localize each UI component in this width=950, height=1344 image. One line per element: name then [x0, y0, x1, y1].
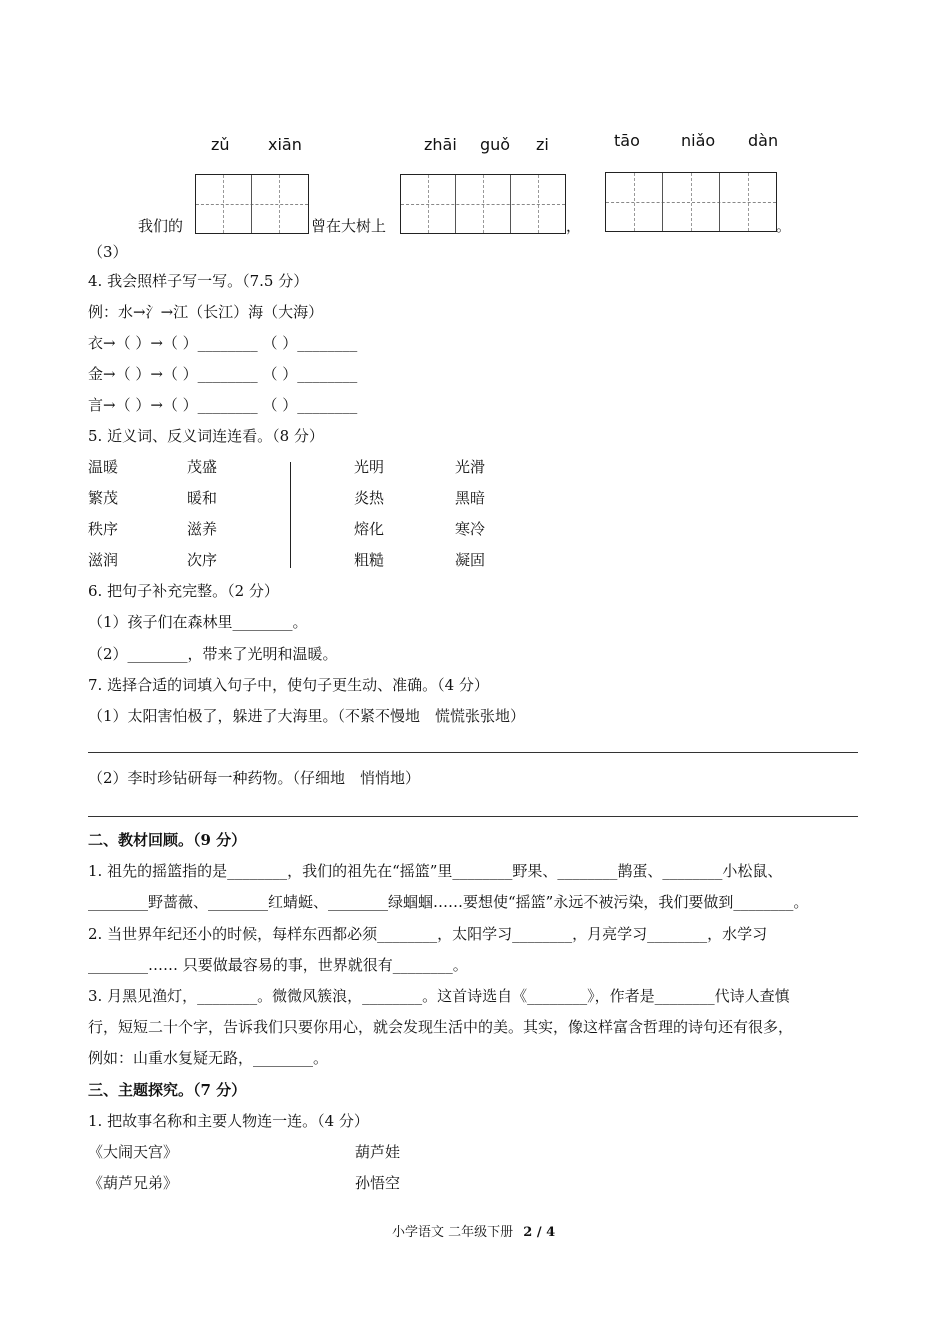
q5-right-b-2: 黑暗	[455, 489, 486, 507]
q5-left-b-1: 茂盛	[187, 458, 218, 476]
pinyin-guo: guǒ	[480, 135, 511, 154]
character-name-2: 孙悟空	[355, 1174, 401, 1192]
section-2-title: 二、教材回顾。（9 分）	[88, 831, 247, 849]
story-name-2: 《葫芦兄弟》	[88, 1174, 179, 1192]
q7-sentence-1: （1）太阳害怕极了，躲进了大海里。（不紧不慢地 慌慌张张地）	[88, 707, 526, 725]
character-name-1: 葫芦娃	[355, 1143, 401, 1161]
q7-answer-line-2[interactable]	[88, 816, 858, 817]
q7-title: 7. 选择合适的词填入句子中，使句子更生动、准确。（4 分）	[88, 676, 489, 694]
q5-right-a-1: 光明	[354, 458, 385, 476]
q3-number: （3）	[88, 243, 128, 261]
sec2-p3-line-3: 例如：山重水复疑无路，________。	[88, 1049, 329, 1067]
pinyin-zi: zi	[536, 135, 549, 154]
q6-sentence-1: （1）孩子们在森林里________。	[88, 613, 308, 631]
q3-prefix: 我们的	[138, 217, 184, 235]
q5-right-b-4: 凝固	[455, 551, 486, 569]
q5-left-a-3: 秩序	[88, 520, 119, 538]
pinyin-dan: dàn	[748, 131, 779, 150]
q3-period: 。	[776, 217, 792, 235]
q4-title: 4. 我会照样子写一写。（7.5 分）	[88, 272, 309, 290]
sec2-p2-line-1: 2. 当世界年纪还小的时候，每样东西都必须________，太阳学习________，月亮学习________，水学习	[88, 925, 768, 943]
q5-right-a-2: 炎热	[354, 489, 385, 507]
q4-example: 例：水→氵→江（长江）海（大海）	[88, 303, 324, 321]
q5-left-b-2: 暖和	[187, 489, 218, 507]
q4-row-jin: 金→（ ）→（ ）________ （ ）________	[88, 365, 358, 383]
q5-left-b-3: 滋养	[187, 520, 218, 538]
pinyin-xian: xiān	[268, 135, 302, 154]
page-number: 2 / 4	[523, 1225, 556, 1240]
writing-grid-taoniaodan[interactable]	[605, 172, 777, 232]
footer	[392, 1223, 555, 1243]
section-3-title: 三、主题探究。（7 分）	[88, 1081, 247, 1099]
writing-grid-zhaiguozi[interactable]	[400, 174, 566, 234]
pinyin-zu: zǔ	[211, 135, 230, 154]
pinyin-niao: niǎo	[681, 131, 716, 150]
q5-left-b-4: 次序	[187, 551, 218, 569]
q5-left-a-4: 滋润	[88, 551, 119, 569]
q5-right-b-3: 寒冷	[455, 520, 486, 538]
pinyin-tao: tāo	[614, 131, 640, 150]
q3-middle: 曾在大树上	[311, 217, 387, 235]
q5-right-b-1: 光滑	[455, 458, 486, 476]
q5-right-a-3: 熔化	[354, 520, 385, 538]
sec2-p2-line-2: ________…… 只要做最容易的事，世界就很有________。	[88, 956, 468, 974]
sec2-p3-line-1: 3. 月黑见渔灯，________。微微风簇浪，________。这首诗选自《________》，作者是________代诗人查慎	[88, 987, 790, 1005]
story-name-1: 《大闹天宫》	[88, 1143, 179, 1161]
q5-title: 5. 近义词、反义词连连看。（8 分）	[88, 427, 324, 445]
writing-grid-zuxian[interactable]	[195, 174, 309, 234]
sec2-p1-line-2: ________野蔷薇、________红蜻蜓、________绿蝈蝈……要想使“摇篮”永远不被污染，我们要做到________。	[88, 893, 809, 911]
q6-sentence-2: （2）________，带来了光明和温暖。	[88, 645, 338, 663]
q4-row-yan: 言→（ ）→（ ）________ （ ）________	[88, 396, 358, 414]
q7-sentence-2: （2）李时珍钻研每一种药物。（仔细地 悄悄地）	[88, 769, 421, 787]
q3-comma: ，	[566, 217, 582, 235]
q5-left-a-2: 繁茂	[88, 489, 119, 507]
sec2-p3-line-2: 行，短短二十个字，告诉我们只要你用心，就会发现生活中的美。其实，像这样富含哲理的诗句还有很多，	[88, 1018, 794, 1036]
q6-title: 6. 把句子补充完整。（2 分）	[88, 582, 279, 600]
q5-right-a-4: 粗糙	[354, 551, 385, 569]
q4-row-yi: 衣→（ ）→（ ）________ （ ）________	[88, 334, 358, 352]
sec3-q1-title: 1. 把故事名称和主要人物连一连。（4 分）	[88, 1112, 369, 1130]
pinyin-zhai: zhāi	[424, 135, 457, 154]
footer-subject: 小学语文 二年级下册	[392, 1225, 514, 1240]
q5-left-a-1: 温暖	[88, 458, 119, 476]
q7-answer-line-1[interactable]	[88, 752, 858, 753]
sec2-p1-line-1: 1. 祖先的摇篮指的是________，我们的祖先在“摇篮”里________野果、________鹊蛋、________小松鼠、	[88, 862, 783, 880]
q5-divider	[290, 462, 291, 568]
